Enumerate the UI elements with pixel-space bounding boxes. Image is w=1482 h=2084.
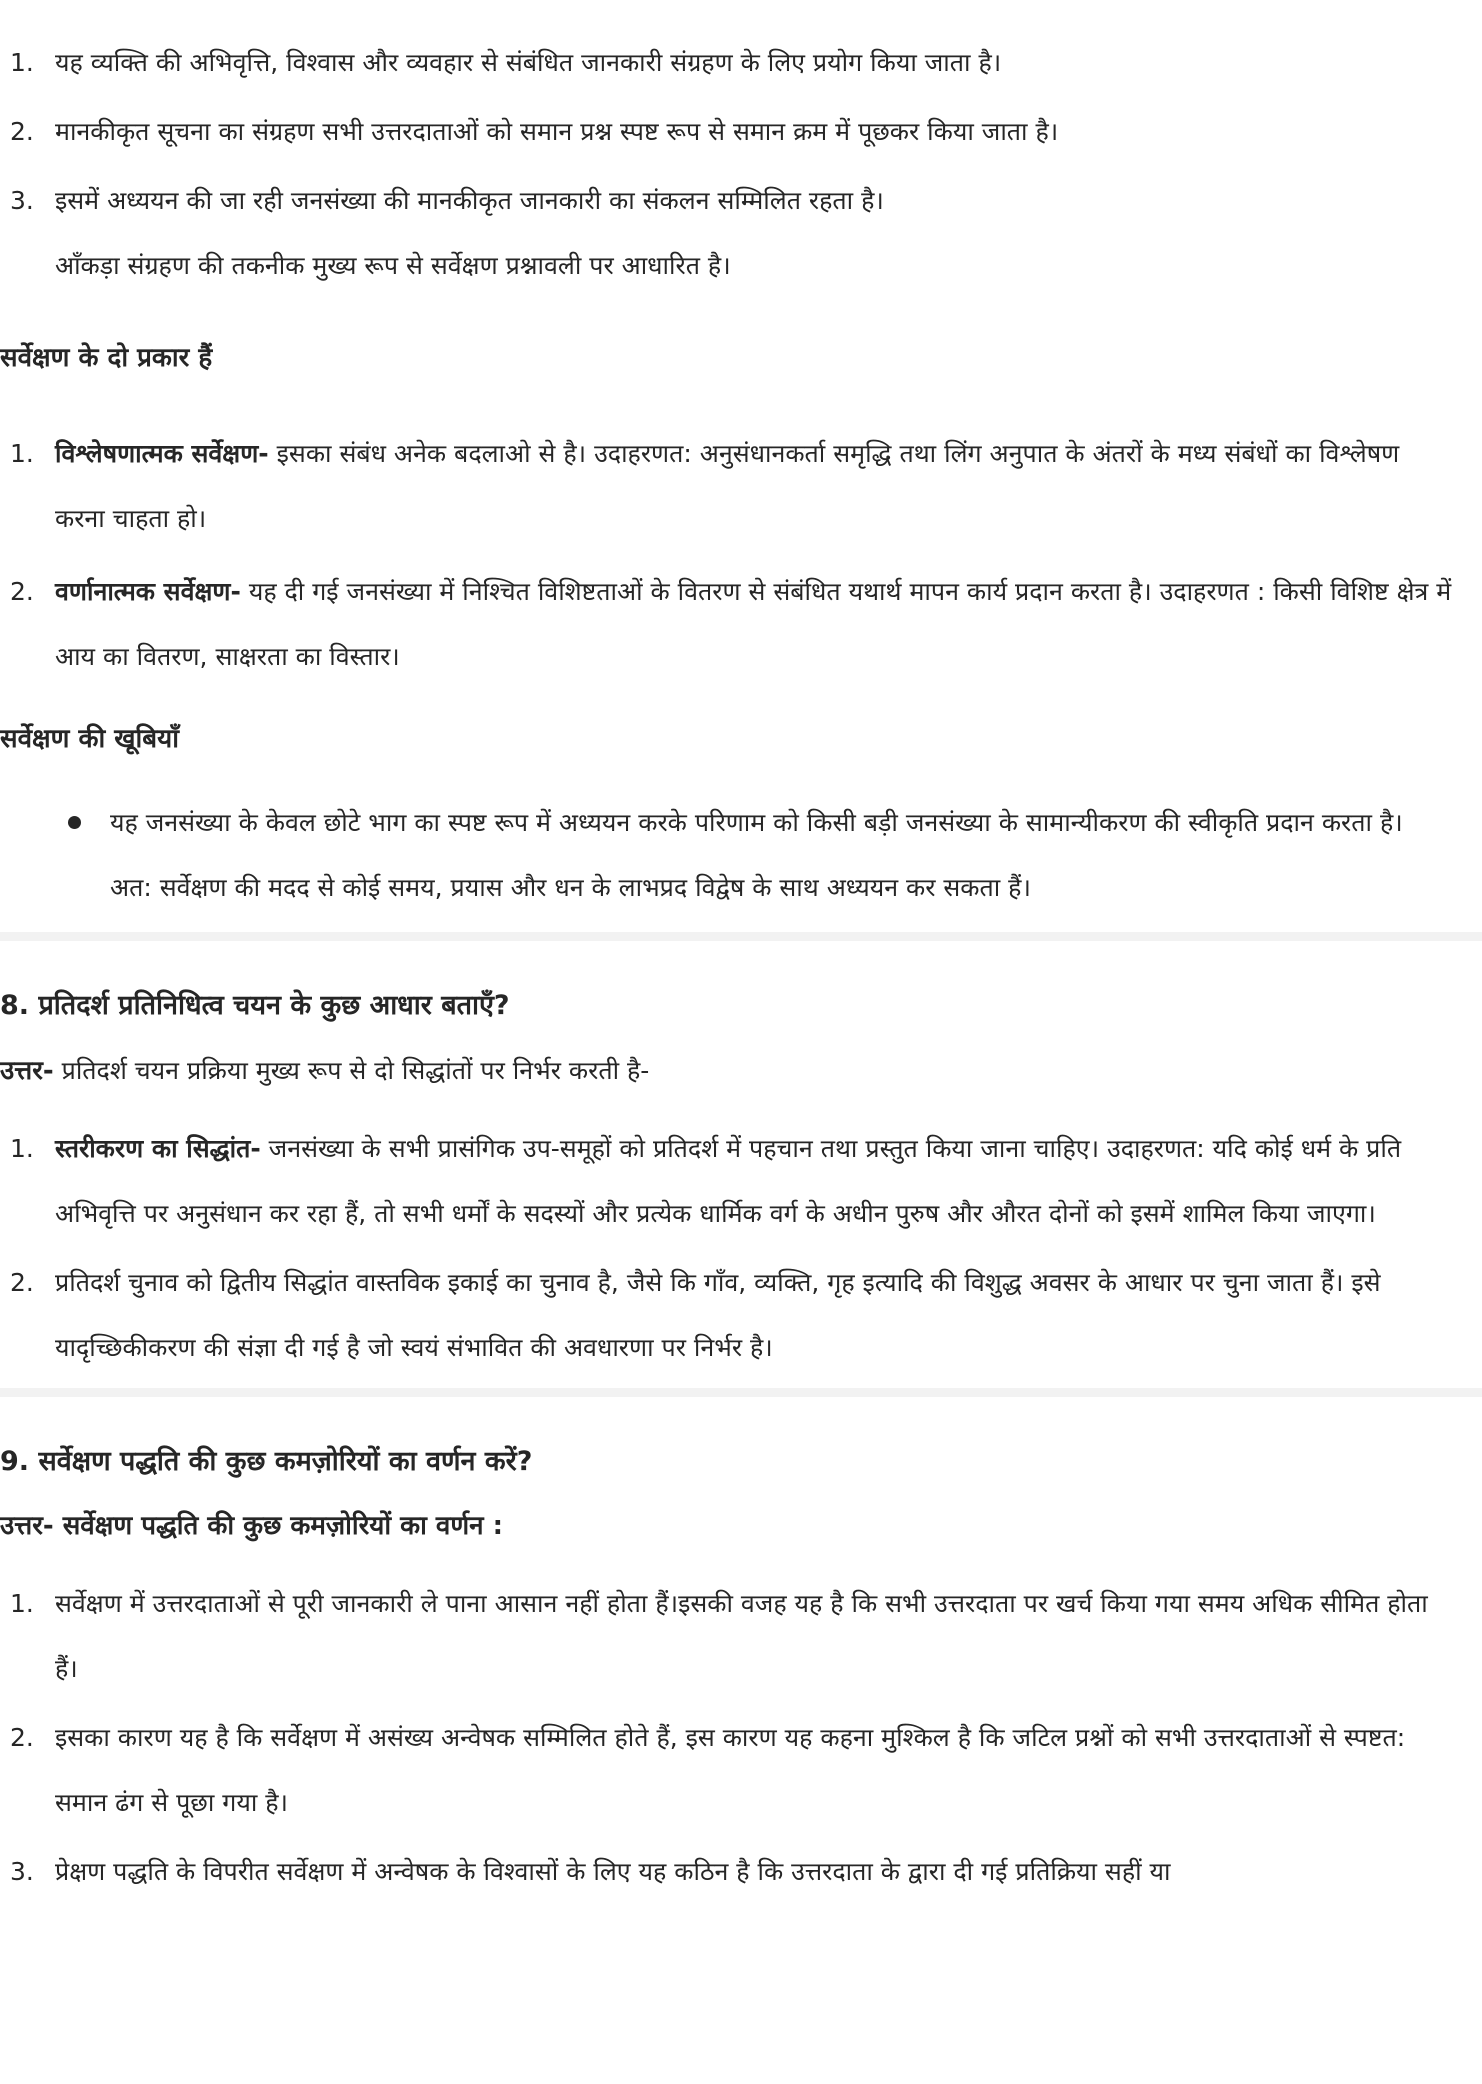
bullet-text: यह जनसंख्या के केवल छोटे भाग का स्पष्ट रूप में अध्ययन करके परिणाम को किसी बड़ी जनसंख्या के सामान्यीकरण की स्वीकृति प्रदान करता है। अत: सर्वेक्षण की मदद से कोई समय, प्रयास और धन के लाभप्रद विद्वेष के साथ अध्ययन कर सकता हैं। <box>110 808 1403 902</box>
document-page <box>0 30 1482 2084</box>
item-number: 3. <box>10 186 34 215</box>
item-lead-text: वर्णानात्मक सर्वेक्षण- <box>55 577 241 606</box>
item-number: 2. <box>10 1723 34 1752</box>
item-text: मानकीकृत सूचना का संग्रहण सभी उत्तरदाताओं को समान प्रश्न स्पष्ट रूप से समान क्रम में पूछकर किया जाता है। <box>55 117 1059 146</box>
list-item <box>0 1116 1452 1246</box>
item-text: जनसंख्या के सभी प्रासंगिक उप-समूहों को प्रतिदर्श में पहचान तथा प्रस्तुत किया जाना चाहिए। उदाहरणत: यदि कोई धर्म के प्रति अभिवृत्ति पर अनुसंधान कर रहा हैं, तो सभी धर्मों के सदस्यों और प्रत्येक धार्मिक वर्ग के अधीन पुरुष और औरत दोनों को इसमें शामिल किया जाएगा। <box>55 1134 1402 1228</box>
item-number: 3. <box>10 1857 34 1886</box>
item-number: 1. <box>10 439 34 468</box>
item-lead-text: स्तरीकरण का सिद्धांत- <box>55 1134 261 1163</box>
item-text: इसमें अध्ययन की जा रही जनसंख्या की मानकीकृत जानकारी का संकलन सम्मिलित रहता है। <box>55 186 884 215</box>
list-item <box>0 1705 1452 1835</box>
question-9-list <box>0 1571 1482 1904</box>
item-number: 1. <box>10 1589 34 1618</box>
item-number: 2. <box>10 117 34 146</box>
list-item <box>0 99 1452 164</box>
item-text: यह दी गई जनसंख्या में निश्चित विशिष्टताओं के वितरण से संबंधित यथार्थ मापन कार्य प्रदान करता है। उदाहरणत : किसी विशिष्ट क्षेत्र में आय का वितरण, साक्षरता का विस्तार। <box>55 577 1452 671</box>
bullet-item <box>0 790 1452 920</box>
section-heading-survey-types: सर्वेक्षण के दो प्रकार हैं <box>0 343 213 373</box>
question-8-list <box>0 1116 1482 1380</box>
item-text: सर्वेक्षण में उत्तरदाताओं से पूरी जानकारी ले पाना आसान नहीं होता हैं।इसकी वजह यह है कि सभी उत्तरदाता पर खर्च किया गया समय अधिक सीमित होता हैं। <box>55 1589 1428 1683</box>
list-item-clipped <box>0 1839 1452 1904</box>
bullet-dot-icon <box>68 816 81 829</box>
question-9-answer-intro <box>0 1494 1482 1559</box>
list-item <box>0 1571 1452 1701</box>
survey-types-list <box>0 421 1482 689</box>
section-divider <box>0 1388 1482 1397</box>
answer-intro-text: प्रतिदर्श चयन प्रक्रिया मुख्य रूप से दो सिद्धांतों पर निर्भर करती है- <box>61 1056 650 1085</box>
survey-merits-list <box>0 790 1482 920</box>
section-divider <box>0 932 1482 941</box>
item-continuation-text: आँकड़ा संग्रहण की तकनीक मुख्य रूप से सर्वेक्षण प्रश्नावली पर आधारित है। <box>55 251 731 280</box>
question-8-heading: 8. प्रतिदर्श प्रतिनिधित्व चयन के कुछ आधार बताएँ? <box>0 990 510 1021</box>
list-item <box>0 559 1452 689</box>
item-text: प्रतिदर्श चुनाव को द्वितीय सिद्धांत वास्तविक इकाई का चुनाव है, जैसे कि गाँव, व्यक्ति, गृह इत्यादि की विशुद्ध अवसर के आधार पर चुना जाता हैं। इसे यादृच्छिकीकरण की संज्ञा दी गई है जो स्वयं संभावित की अवधारणा पर निर्भर है। <box>55 1268 1381 1362</box>
answer-label: उत्तर- <box>0 1511 54 1541</box>
answer-label: उत्तर- <box>0 1056 54 1086</box>
item-text: इसका कारण यह है कि सर्वेक्षण में असंख्य अन्वेषक सम्मिलित होते हैं, इस कारण यह कहना मुश्किल है कि जटिल प्रश्नों को सभी उत्तरदाताओं से स्पष्टत: समान ढंग से पूछा गया है। <box>55 1723 1406 1817</box>
item-text: यह व्यक्ति की अभिवृत्ति, विश्वास और व्यवहार से संबंधित जानकारी संग्रहण के लिए प्रयोग किया जाता है। <box>55 48 1002 77</box>
section-heading-survey-merits: सर्वेक्षण की खूबियाँ <box>0 724 179 754</box>
item-number: 2. <box>10 1268 34 1297</box>
list-item <box>0 168 1452 298</box>
item-lead-text: विश्लेषणात्मक सर्वेक्षण- <box>55 439 269 468</box>
list-item <box>0 421 1452 551</box>
item-text: प्रेक्षण पद्धति के विपरीत सर्वेक्षण में अन्वेषक के विश्वासों के लिए यह कठिन है कि उत्तरदाता के द्वारा दी गई प्रतिक्रिया सहीं या <box>55 1857 1171 1886</box>
list-item <box>0 1250 1452 1380</box>
intro-list <box>0 30 1482 298</box>
item-text: इसका संबंध अनेक बदलाओ से है। उदाहरणत: अनुसंधानकर्ता समृद्धि तथा लिंग अनुपात के अंतरों के मध्य संबंधों का विश्लेषण करना चाहता हो। <box>55 439 1400 533</box>
item-number: 2. <box>10 577 34 606</box>
item-number: 1. <box>10 48 34 77</box>
question-9-heading: 9. सर्वेक्षण पद्धति की कुछ कमज़ोरियों का वर्णन करें? <box>0 1446 533 1477</box>
item-number: 1. <box>10 1134 34 1163</box>
question-8-answer-intro <box>0 1038 1482 1104</box>
list-item <box>0 30 1452 95</box>
answer-intro-text: सर्वेक्षण पद्धति की कुछ कमज़ोरियों का वर्णन : <box>62 1511 504 1541</box>
